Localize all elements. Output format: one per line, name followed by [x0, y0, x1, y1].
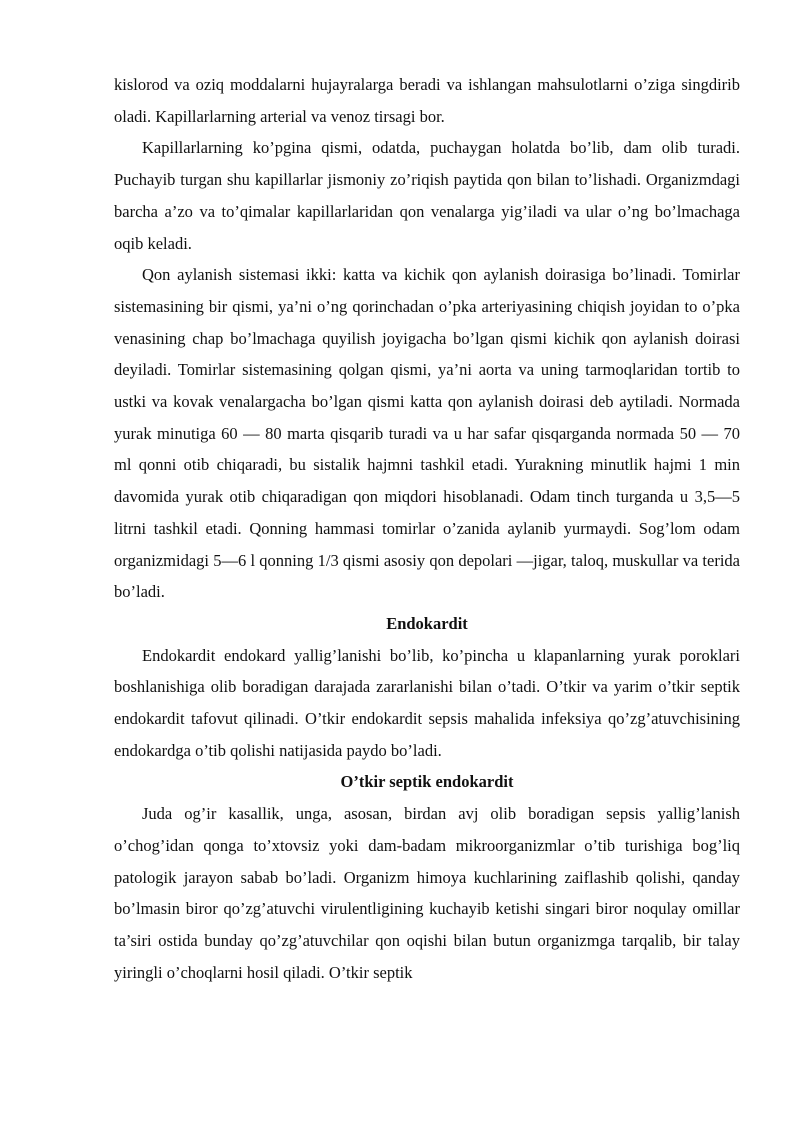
heading-acute-septic-endocarditis: O’tkir septik endokardit [340, 772, 514, 792]
document-page [114, 69, 740, 988]
paragraph-acute-septic: Juda og’ir kasallik, unga, asosan, birdan avj olib boradigan sepsis yallig’lanish o’chog’idan qonga to’xtovsiz yoki dam-badam mikroorganizmlar o’tib turishiga bog’liq patologik jarayon sabab bo’ladi. Organizm himoya kuchlarining zaiflashib qolishi, qanday bo’lmasin biror qo’zg’atuvchi virulentligining kuchayib ketishi singari biror noqulay omillar ta’siri ostida bunday qo’zg’atuvchilar qon oqishi bilan butun organizmga tarqalib, bir talay yiringli o’choqlarni hosil qiladi. O’tkir septik [114, 804, 740, 982]
heading-endocarditis: Endokardit [386, 613, 468, 633]
paragraph-capillaries: Kapillarlarning ko’pgina qismi, odatda, puchaygan holatda bo’lib, dam olib turadi. Puchayib turgan shu kapillarlar jismoniy zo’riqish paytida qon bilan to’lishadi. Organizmdagi barcha a’zo va to’qimalar kapillarlaridan qon venalarga yig’iladi va ular o’ng bo’lmachaga oqib keladi. [114, 138, 740, 253]
paragraph-circulation: Qon aylanish sistemasi ikki: katta va kichik qon aylanish doirasiga bo’linadi. Tomirlar sistemasining bir qismi, ya’ni o’ng qorinchadan o’pka arteriyasining chiqish joyidan to o’pka venasining chap bo’lmachaga quyilish joyigacha bo’lgan qismi kichik qon aylanish doirasi deyiladi. Tomirlar sistemasining qolgan qismi, ya’ni aorta va uning tarmoqlaridan tortib to ustki va kovak venalargacha bo’lgan qismi katta qon aylanish doirasi deb aytiladi. Normada yurak minutiga 60 — 80 marta qisqarib turadi va u har safar qisqarganda normada 50 — 70 ml qonni otib chiqaradi, bu sistalik hajmni tashkil etadi. Yurakning minutlik hajmi 1 min davomida yurak otib chiqaradigan qon miqdori hisoblanadi. Odam tinch turganda u 3,5—5 litrni tashkil etadi. Qonning hammasi tomirlar o’zanida aylanib yurmaydi. Sog’lom odam organizmidagi 5—6 l qonning 1/3 qismi asosiy qon depolari —jigar, taloq, muskullar va terida bo’ladi. [114, 265, 740, 602]
paragraph-continued: kislorod va oziq moddalarni hujayralarga beradi va ishlangan mahsulotlarni o’ziga singdirib oladi. Kapillarlarning arterial va venoz tirsagi bor. [114, 75, 740, 126]
paragraph-endocarditis: Endokardit endokard yallig’lanishi bo’lib, ko’pincha u klapanlarning yurak poroklari boshlanishiga olib boradigan darajada zararlanishi bilan o’tadi. O’tkir va yarim o’tkir septik endokardit tafovut qilinadi. O’tkir endokardit sepsis mahalida infeksiya qo’zg’atuvchisining endokardga o’tib qolishi natijasida paydo bo’ladi. [114, 645, 740, 760]
